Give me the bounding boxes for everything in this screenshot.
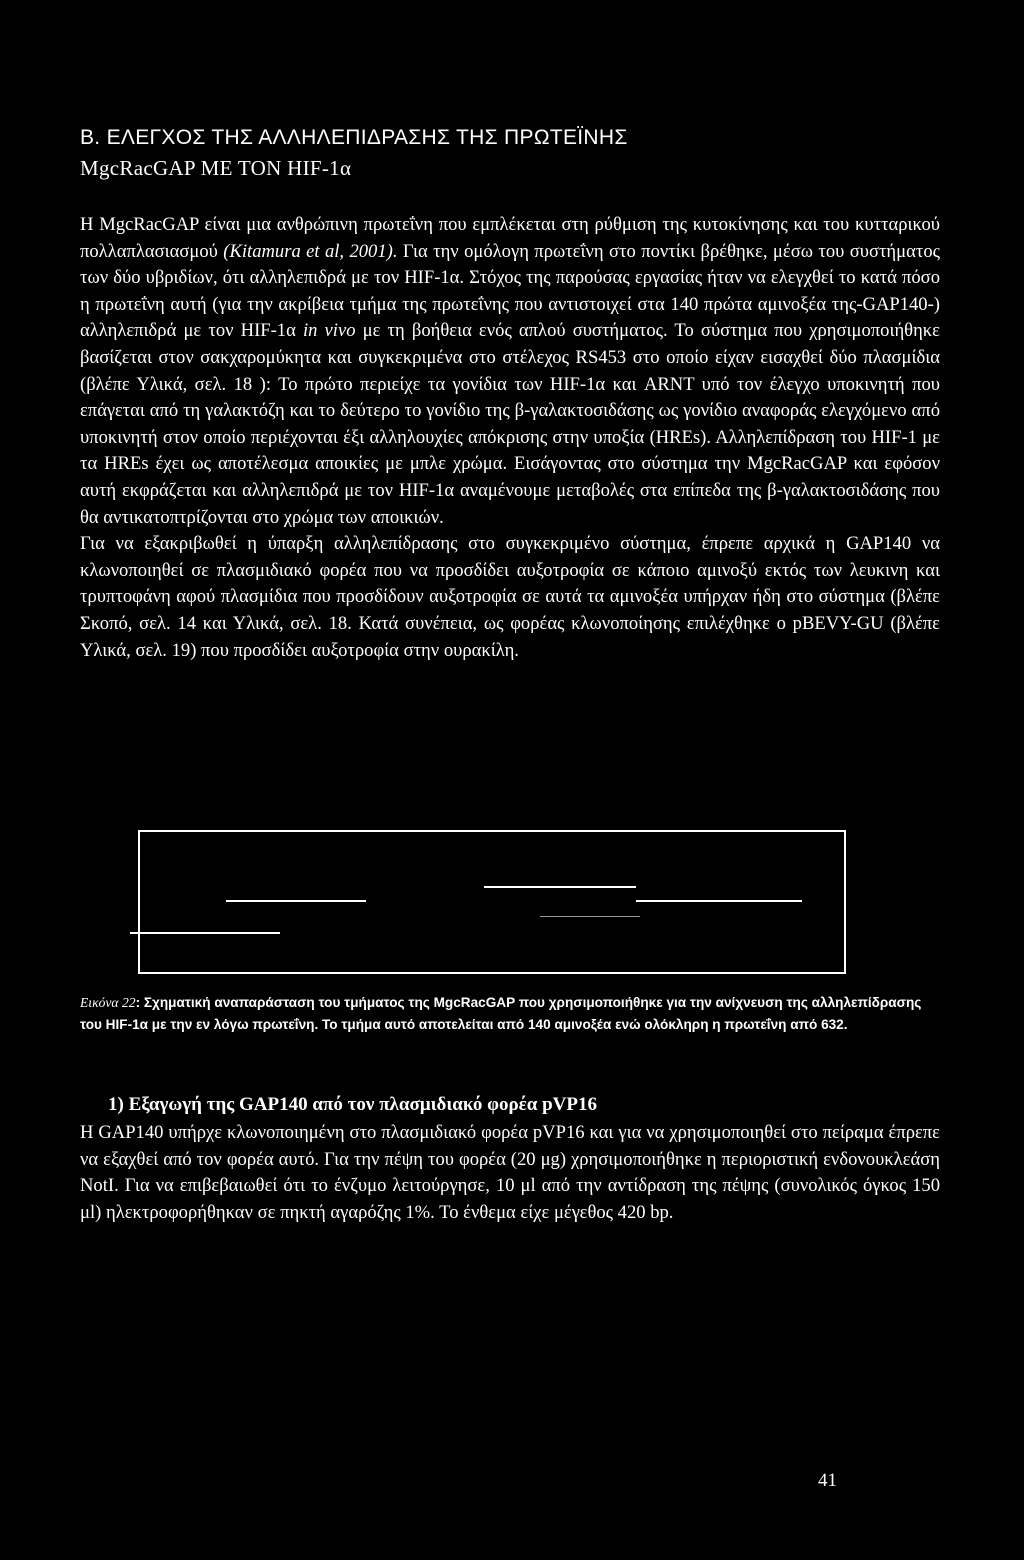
schematic-segment bbox=[226, 900, 366, 902]
subsection-title: 1) Εξαγωγή της GAP140 από τον πλασμιδιακό φορέα pVP16 bbox=[108, 1094, 597, 1115]
paragraph-1 bbox=[80, 212, 940, 531]
in-vivo-term: in vivo bbox=[302, 320, 356, 342]
figure-caption bbox=[80, 992, 944, 1036]
section-heading bbox=[80, 122, 940, 184]
schematic-segment bbox=[484, 886, 636, 888]
schematic-segment bbox=[636, 900, 802, 902]
schematic-segment bbox=[540, 916, 640, 917]
paragraph-1-text-b: Για την ομόλογη πρωτεΐνη στο ποντίκι βρέθηκε, μέσω του συστήματος των δύο υβριδίων, ότι αλληλεπιδρά με τον HIF-1α. Στόχος της παρούσας εργασίας ήταν να ελεγχθεί το κατά πόσο η πρωτεΐνη αυτή (για την ακρίβεια τμήμα της πρωτεΐνης που αντιστοιχεί στα 140 πρώτα αμινοξέα της-GAP140-) αλληλεπιδρά με τον HIF-1α bbox=[80, 240, 941, 342]
schematic-segment bbox=[130, 932, 280, 934]
paragraph-1-text-a: Η MgcRacGAP είναι μια ανθρώπινη πρωτεΐνη που εμπλέκεται στη ρύθμιση της κυτοκίνησης και του κυτταρικού πολλαπλασιασμού bbox=[80, 214, 940, 262]
subsection-1 bbox=[80, 1092, 940, 1226]
caption-text: : Σχηματική αναπαράσταση του τμήματος της MgcRacGAP που χρησιμοποιήθηκε για την ανίχνευση της αλληλεπίδρασης του HIF-1α με την εν λόγω πρωτεΐνη. Το τμήμα αυτό αποτελείται από 140 αμινοξέα ενώ ολόκληρη η πρωτεΐνη από 632. bbox=[80, 995, 922, 1032]
subsection-body: Η GAP140 υπήρχε κλωνοποιημένη στο πλασμιδιακό φορέα pVP16 και για να χρησιμοποιηθεί στο πείραμα έπρεπε να εξαχθεί από τον φορέα αυτό. Για την πέψη του φορέα (20 μg) χρησιμοποιήθηκε η περιοριστική ενδονουκλεάση NotI. Για να επιβεβαιωθεί ότι το ένζυμο λειτούργησε, 10 μl από την αντίδραση της πέψης (συνολικός όγκος 150 μl) ηλεκτροφορήθηκαν σε πηκτή αγαρόζης 1%. Το ένθεμα είχε μέγεθος 420 bp. bbox=[80, 1122, 940, 1223]
page-number: 41 bbox=[818, 1470, 837, 1491]
paragraph-1-text-c: με τη βοήθεια ενός απλού συστήματος. Το σύστημα που χρησιμοποιήθηκε βασίζεται στον σακχαρομύκητα και συγκεκριμένα στο στέλεχος RS453 στο οποίο είχαν εισαχθεί δύο πλασμίδια (βλέπε Υλικά, σελ. 18 ): Το πρώτο περιείχε τα γονίδια των HIF-1α και ARNT υπό τον έλεγχο υποκινητή που επάγεται από τη γαλακτόζη και το δεύτερο το γονίδιο της β-γαλακτοσιδάσης ως γονίδιο αναφοράς ελεγχόμενο από υποκινητή στον οποίο περιέχονται έξι αλληλουχίες απόκρισης στην υποξία (HREs). Αλληλεπίδραση του HIF-1 με τα HREs έχει ως αποτέλεσμα αποικίες με μπλε χρώμα. Εισάγοντας στο σύστημα την MgcRacGAP και εφόσον αυτή εκφράζεται και αλληλεπιδρά με τον HIF-1α αναμένουμε μεταβολές στα επίπεδα της β-γαλακτοσιδάσης που θα αντικατοπτρίζονται στο χρώμα των αποικιών. bbox=[80, 320, 940, 528]
paragraph-2: Για να εξακριβωθεί η ύπαρξη αλληλεπίδρασης στο συγκεκριμένο σύστημα, έπρεπε αρχικά η GAP140 να κλωνοποιηθεί σε πλασμιδιακό φορέα που να προσδίδει αυξοτροφία σε κάποιο αμινοξύ εκτός των λευκινη και τρυπτοφάνη αφού πλασμίδια που προσδίδουν αυξοτροφία σε αυτά τα αμινοξέα υπήρχαν ήδη στο σύστημα (βλέπε Σκοπό, σελ. 14 και Υλικά, σελ. 18. Κατά συνέπεια, ως φορέας κλωνοποίησης επιλέχθηκε ο pBEVY-GU (βλέπε Υλικά, σελ. 19) που προσδίδει αυξοτροφία στην ουρακίλη. bbox=[80, 533, 940, 661]
caption-label: Εικόνα 22 bbox=[80, 995, 136, 1010]
heading-line-1: B. ΕΛΕΓΧΟΣ ΤΗΣ ΑΛΛΗΛΕΠΙΔΡΑΣΗΣ ΤΗΣ ΠΡΩΤΕΪΝΗΣ bbox=[80, 126, 628, 149]
heading-line-2: MgcRacGAP ΜΕ ΤΟΝ HIF-1α bbox=[80, 156, 352, 180]
figure-22-schematic bbox=[138, 830, 846, 974]
document-body bbox=[80, 122, 940, 664]
citation: (Kitamura et al, 2001). bbox=[223, 240, 398, 262]
